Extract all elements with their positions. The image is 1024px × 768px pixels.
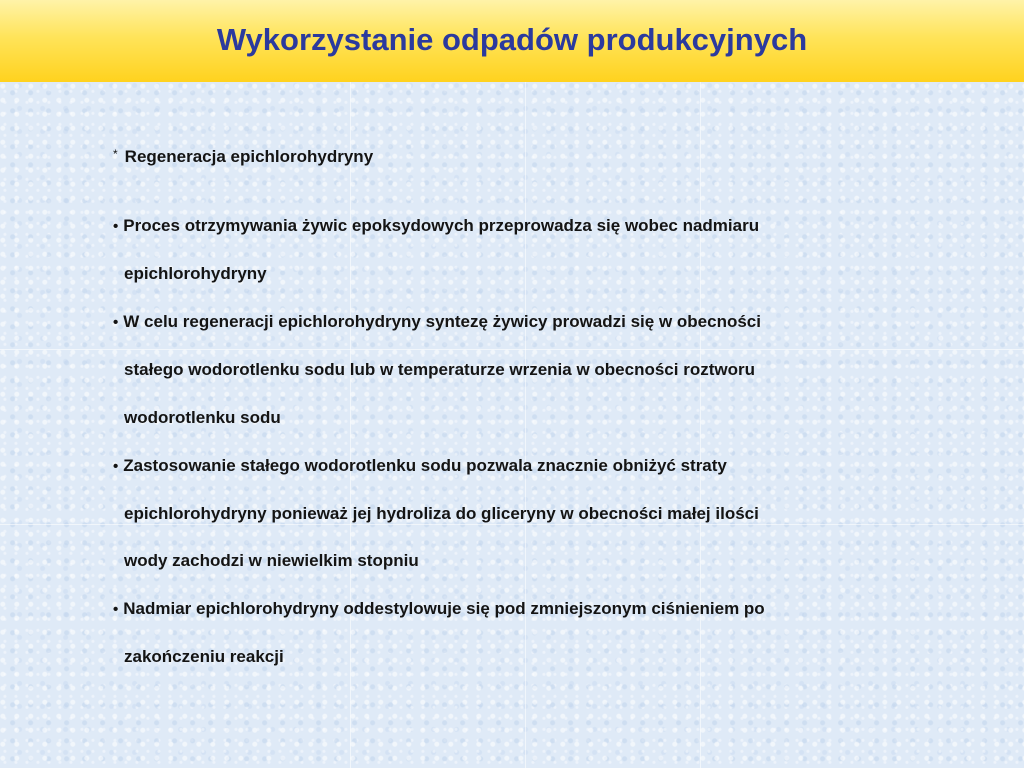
bullet-text-line: epichlorohydryny ponieważ jej hydroliza do gliceryny w obecności małej ilości xyxy=(124,504,759,523)
bullet-item xyxy=(113,312,761,333)
bullet-text-line: wodorotlenku sodu xyxy=(124,408,281,427)
bullet-item xyxy=(113,216,759,237)
bullet-text-line: stałego wodorotlenku sodu lub w temperaturze wrzenia w obecności roztworu xyxy=(124,360,755,379)
bullet-text-line: zakończeniu reakcji xyxy=(124,647,284,666)
bullet-item xyxy=(113,599,765,620)
asterisk-marker: * xyxy=(113,147,118,161)
bullet-text-line: Proces otrzymywania żywic epoksydowych przeprowadza się wobec nadmiaru xyxy=(123,216,760,235)
bullet-marker: • xyxy=(113,314,119,331)
bullet-text-line: wody zachodzi w niewielkim stopniu xyxy=(124,551,419,570)
bullet-item xyxy=(113,456,727,477)
slide-title: Wykorzystanie odpadów produkcyjnych xyxy=(216,22,808,57)
bullet-text-line: Nadmiar epichlorohydryny oddestylowuje się pod zmniejszonym ciśnieniem po xyxy=(123,599,765,618)
section-heading-text: Regeneracja epichlorohydryny xyxy=(124,147,374,166)
bullet-text-line: Zastosowanie stałego wodorotlenku sodu pozwala znacznie obniżyć straty xyxy=(123,456,727,475)
bullet-text-line: epichlorohydryny xyxy=(124,264,267,283)
bullet-marker: • xyxy=(113,458,119,475)
bullet-marker: • xyxy=(113,601,119,618)
bullet-marker: • xyxy=(113,218,119,235)
bullet-text-line: W celu regeneracji epichlorohydryny syntezę żywicy prowadzi się w obecności xyxy=(123,312,761,331)
section-heading xyxy=(113,144,373,167)
